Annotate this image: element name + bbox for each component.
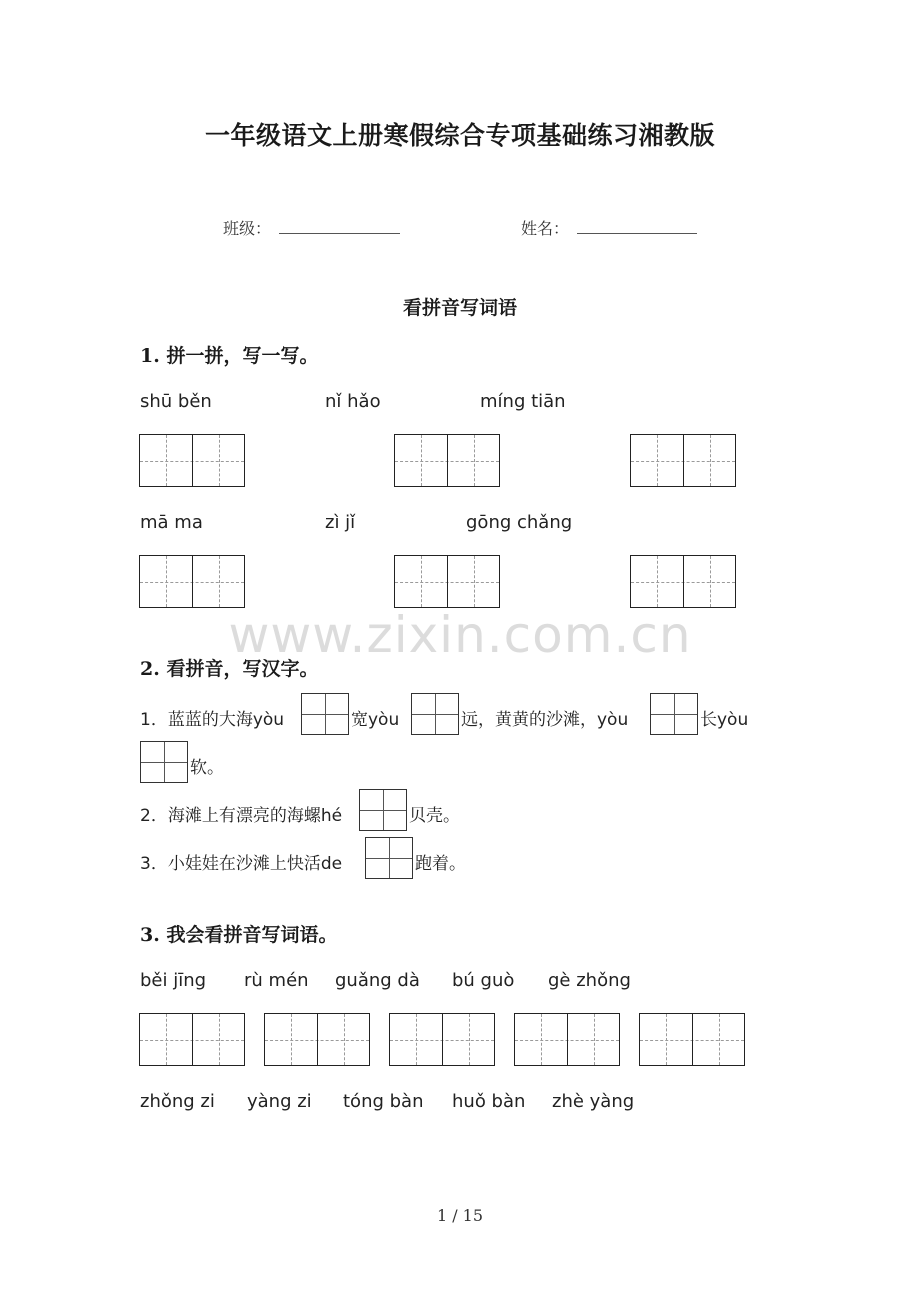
q3-pinyin-8: tóng bàn [343, 1091, 424, 1112]
q3-pinyin-1: běi jīng [140, 970, 207, 991]
q3-pinyin-2: rù mén [244, 970, 309, 991]
q3-pinyin-10: zhè yàng [552, 1091, 635, 1112]
q2-s1-part-c: 远，黄黄的沙滩，yòu [461, 710, 629, 730]
q2-heading: 2. 看拼音，写汉字。 [140, 658, 319, 680]
writing-box[interactable] [139, 555, 245, 608]
q3-heading: 3. 我会看拼音写词语。 [140, 924, 338, 946]
q2-s1-part-e: 软。 [190, 758, 224, 778]
writing-box[interactable] [630, 555, 736, 608]
writing-box[interactable] [139, 1013, 245, 1066]
char-box[interactable] [140, 741, 188, 783]
q3-pinyin-3: guǎng dà [335, 970, 420, 991]
name-blank [577, 232, 697, 234]
q2-s2-part-a: 2．海滩上有漂亮的海螺hé [140, 806, 343, 826]
q2-s3-part-a: 3．小娃娃在沙滩上快活de [140, 854, 343, 874]
q3-pinyin-5: gè zhǒng [548, 970, 631, 991]
q3-pinyin-9: huǒ bàn [452, 1091, 526, 1112]
q1-pinyin-5: zì jǐ [325, 512, 356, 533]
q2-s1-part-d: 长yòu [700, 710, 749, 730]
q1-pinyin-2: nǐ hǎo [325, 391, 381, 412]
q3-pinyin-4: bú guò [452, 970, 515, 991]
char-box[interactable] [650, 693, 698, 735]
q1-pinyin-3: míng tiān [480, 391, 566, 412]
page-number: 1 / 15 [436, 1206, 484, 1225]
writing-box[interactable] [139, 434, 245, 487]
char-box[interactable] [411, 693, 459, 735]
writing-box[interactable] [394, 434, 500, 487]
writing-box[interactable] [639, 1013, 745, 1066]
q1-pinyin-4: mā ma [140, 512, 203, 533]
class-label: 班级： [223, 219, 272, 238]
q2-s2-part-b: 贝壳。 [409, 806, 460, 826]
q3-pinyin-6: zhǒng zi [140, 1091, 215, 1112]
writing-box[interactable] [389, 1013, 495, 1066]
document-title: 一年级语文上册寒假综合专项基础练习湘教版 [204, 121, 715, 150]
watermark: www.zixin.com.cn [228, 606, 692, 664]
class-blank [279, 232, 400, 234]
q3-pinyin-7: yàng zi [247, 1091, 312, 1112]
q1-pinyin-1: shū běn [140, 391, 212, 412]
section-title: 看拼音写词语 [402, 297, 517, 319]
char-box[interactable] [359, 789, 407, 831]
q2-s1-part-a: 1．蓝蓝的大海yòu [140, 710, 285, 730]
q1-heading: 1. 拼一拼，写一写。 [140, 345, 319, 367]
writing-box[interactable] [630, 434, 736, 487]
char-box[interactable] [301, 693, 349, 735]
writing-box[interactable] [514, 1013, 620, 1066]
q2-s1-part-b: 宽yòu [351, 710, 400, 730]
name-label: 姓名： [521, 219, 570, 238]
writing-box[interactable] [394, 555, 500, 608]
writing-box[interactable] [264, 1013, 370, 1066]
char-box[interactable] [365, 837, 413, 879]
q2-s3-part-b: 跑着。 [415, 854, 466, 874]
q1-pinyin-6: gōng chǎng [466, 512, 573, 533]
